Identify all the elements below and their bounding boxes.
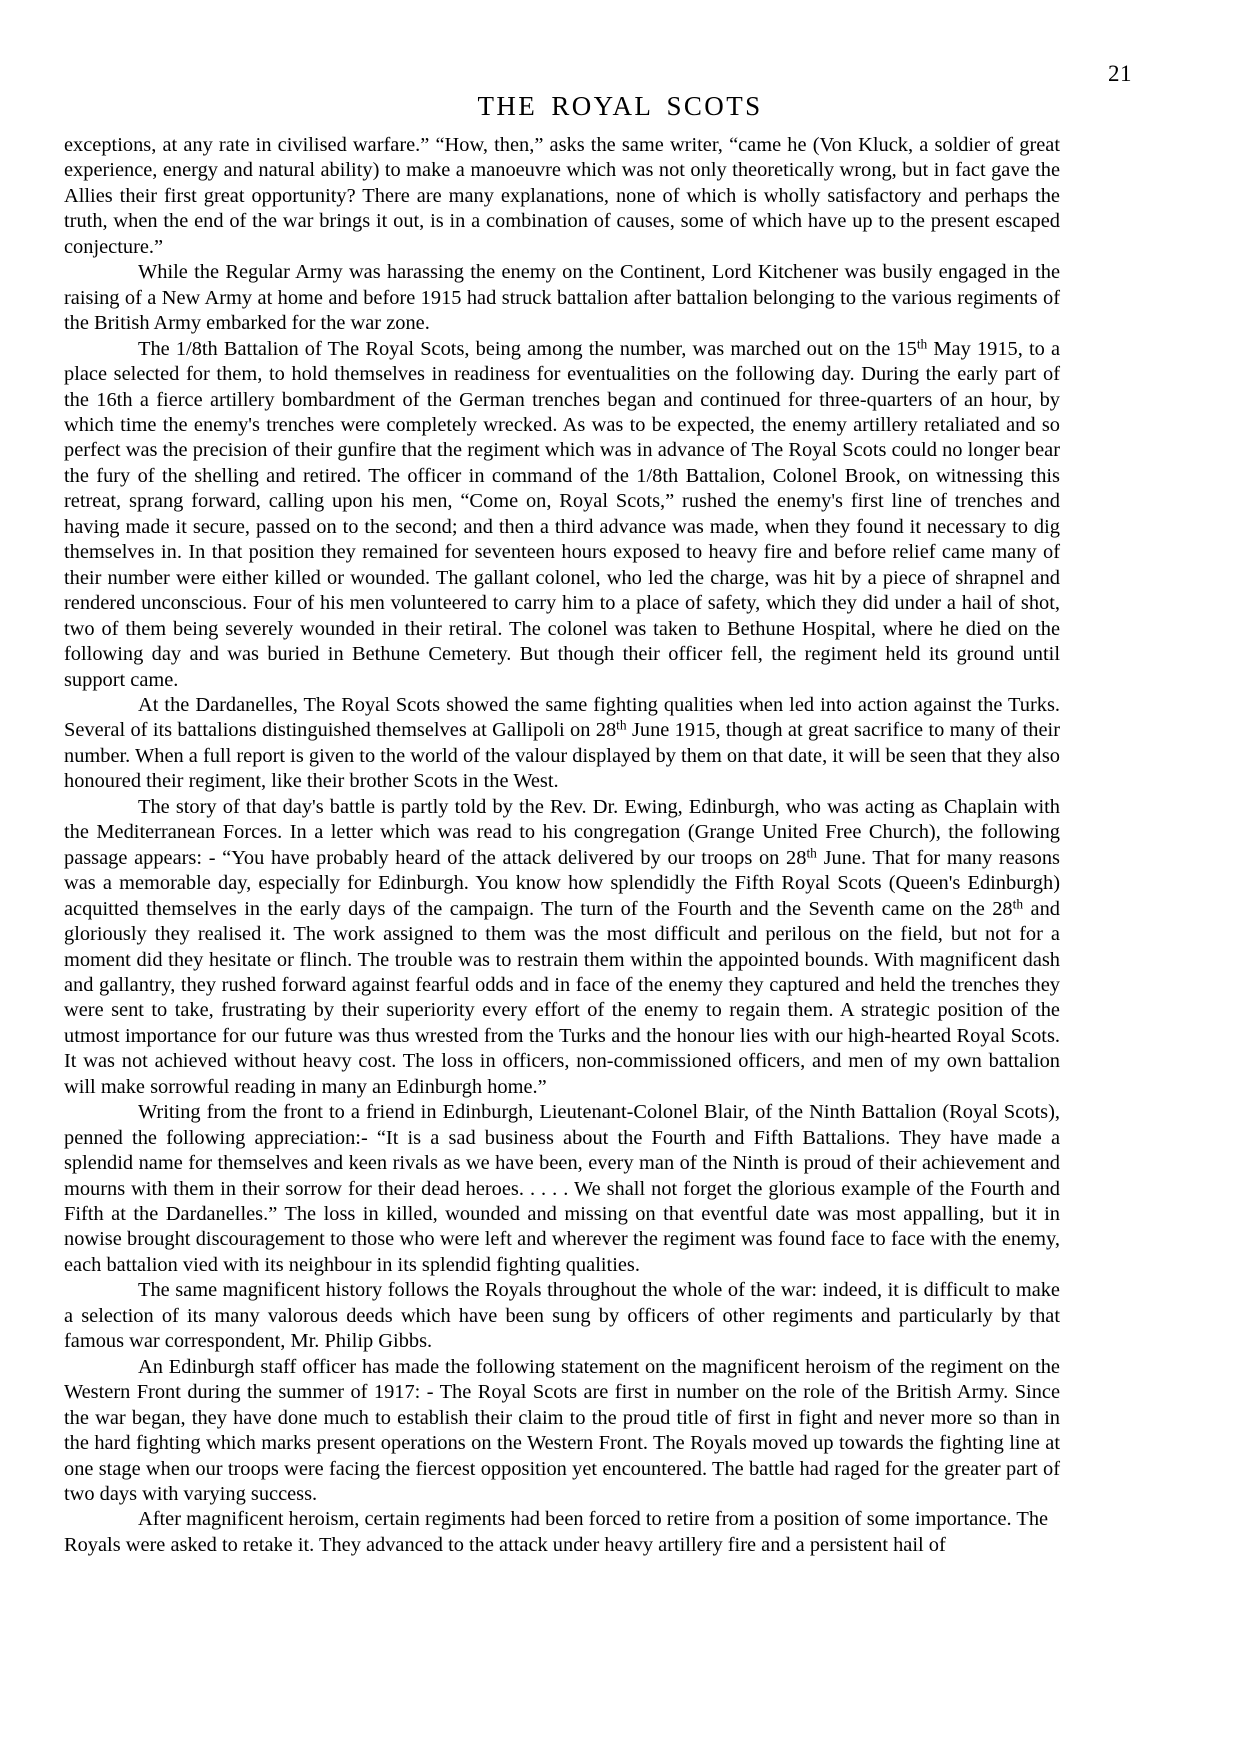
para-dardanelles: At the Dardanelles, The Royal Scots showed the same fighting qualities when led into action against the Turks. Several of its battalions distinguished themselves at Gallipoli on 28th June 1915, though at great sacrifice to many of their number. When a full report is given to the world of the valour displayed by them on that date, it will be seen that they also honoured their regiment, like their brother Scots in the West. [64, 693, 1060, 793]
para-staff-officer: An Edinburgh staff officer has made the following statement on the magnificent heroism of the regiment on the Western Front during the summer of 1917: - The Royal Scots are first in number on the role of the British Army. Since the war began, they have done much to establish their claim to the proud title of first in fight and never more so than in the hard fighting which marks present operations on the Western Front. The Royals moved up towards the fighting line at one stage when our troops were facing the fiercest opposition yet encountered. The battle had raged for the greater part of two days with varying success. [64, 1355, 1060, 1506]
ordinal-suffix: th [616, 717, 627, 733]
para-ewing-letter: The story of that day's battle is partly told by the Rev. Dr. Ewing, Edinburgh, who was acting as Chaplain with the Mediterranean Forces. In a letter which was read to his congregation (Grange United Free Church), the following passage appears: - “You have probably heard of the attack delivered by our troops on 28th June. That for many reasons was a memorable day, especially for Edinburgh. You know how splendidly the Fifth Royal Scots (Queen's Edinburgh) acquitted themselves in the early days of the campaign. The turn of the Fourth and the Seventh came on the 28th and gloriously they realised it. The work assigned to them was the most difficult and perilous on the field, but not for a moment did they hesitate or flinch. The trouble was to restrain them within the appointed bounds. With magnificent dash and gallantry, they rushed forward against fearful odds and in face of the enemy they captured and held the trenches they were sent to take, frustrating by their superiority every effort of the enemy to regain them. A strategic position of the utmost importance for our future was thus wrested from the Turks and the honour lies with our high-hearted Royal Scots. It was not achieved without heavy cost. The loss in officers, non-commissioned officers, and men of my own battalion will make sorrowful reading in many an Edinburgh home.” [64, 795, 1060, 1098]
running-head: THE ROYAL SCOTS [477, 91, 763, 121]
body-text-block [64, 133, 1060, 1558]
para-blair-appreciation: Writing from the front to a friend in Edinburgh, Lieutenant-Colonel Blair, of the Ninth Battalion (Royal Scots), penned the following appreciation:- “It is a sad business about the Fourth and Fifth Battalions. They have made a splendid name for themselves and keen rivals as we have been, every man of the Ninth is proud of their achievement and mourns with them in their sorrow for their dead heroes. . . . . We shall not forget the glorious example of the Fourth and Fifth at the Dardanelles.” The loss in killed, wounded and missing on that eventful date was most appalling, but it in nowise brought discouragement to those who were left and wherever the regiment was found face to face with the enemy, each battalion vied with its neighbour in its splendid fighting qualities. [64, 1101, 1060, 1276]
ordinal-suffix: th [916, 335, 928, 351]
ordinal-suffix: th [806, 844, 817, 860]
page-number: 21 [1108, 61, 1132, 86]
para-kitchener: While the Regular Army was harassing the enemy on the Continent, Lord Kitchener was busily engaged in the raising of a New Army at home and before 1915 had struck battalion after battalion belonging to the various regiments of the British Army embarked for the war zone. [64, 261, 1060, 335]
para-retake: After magnificent heroism, certain regiments had been forced to retire from a position of some importance. The Royals were asked to retake it. They advanced to the attack under heavy artillery fire and a persistent hail of [64, 1508, 1049, 1556]
para-philip-gibbs: The same magnificent history follows the Royals throughout the whole of the war: indeed, it is difficult to make a selection of its many valorous deeds which have been sung by officers of other regiments and particularly by that famous war correspondent, Mr. Philip Gibbs. [64, 1279, 1060, 1353]
para-exceptions: exceptions, at any rate in civilised warfare.” “How, then,” asks the same writer, “came he (Von Kluck, a soldier of great experience, energy and natural ability) to make a manoeuvre which was not only theoretically wrong, but in fact gave the Allies their first great opportunity? There are many explanations, none of which is wholly satisfactory and perhaps the truth, when the end of the war brings it out, is in a combination of causes, some of which have up to the present escaped conjecture.” [64, 134, 1060, 258]
para-eighth-battalion: The 1/8th Battalion of The Royal Scots, being among the number, was marched out on the 15th May 1915, to a place selected for them, to hold themselves in readiness for eventualities on the following day. During the early part of the 16th a fierce artillery bombardment of the German trenches began and continued for three-quarters of an hour, by which time the enemy's trenches were completely wrecked. As was to be expected, the enemy artillery retaliated and so perfect was the precision of their gunfire that the regiment which was in advance of The Royal Scots could no longer bear the fury of the shelling and retired. The officer in command of the 1/8th Battalion, Colonel Brook, on witnessing this retreat, sprang forward, calling upon his men, “Come on, Royal Scots,” rushed the enemy's first line of trenches and having made it secure, passed on to the second; and then a third advance was made, when they found it necessary to dig themselves in. In that position they remained for seventeen hours exposed to heavy fire and before relief came many of their number were either killed or wounded. The gallant colonel, who led the charge, was hit by a piece of shrapnel and rendered unconscious. Four of his men volunteered to carry him to a place of safety, which they did under a hail of shot, two of them being severely wounded in their retiral. The colonel was taken to Bethune Hospital, where he died on the following day and was buried in Bethune Cemetery. But though their officer fell, the regiment held its ground until support came. [64, 335, 1060, 691]
ordinal-suffix: th [1012, 895, 1024, 911]
